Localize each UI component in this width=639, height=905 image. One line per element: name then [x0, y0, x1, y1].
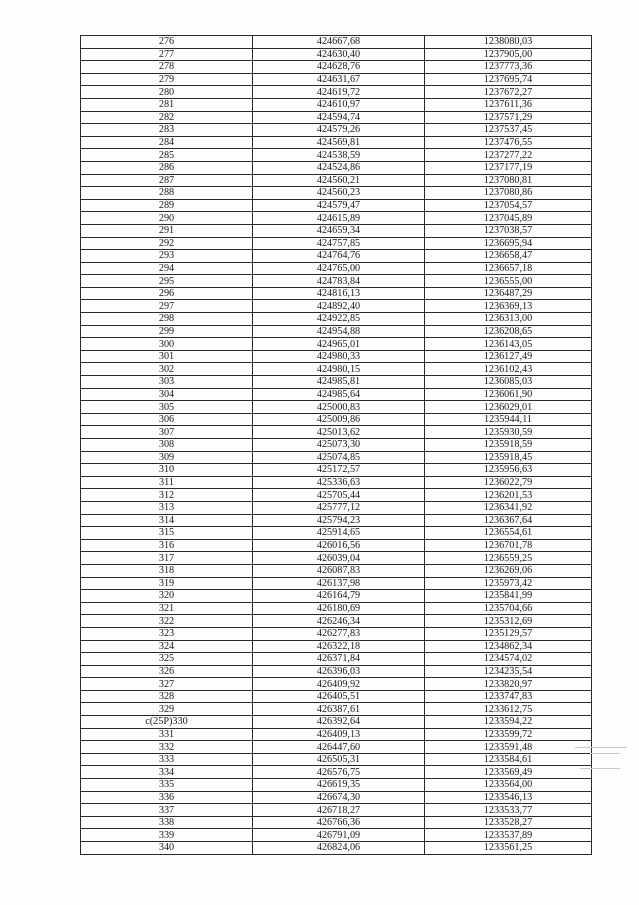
table-row — [81, 262, 592, 275]
x-coordinate-cell: 425009,86 — [253, 413, 425, 426]
x-coordinate-cell: 426576,75 — [253, 766, 425, 779]
y-coordinate-cell: 1233537,89 — [425, 829, 592, 842]
y-coordinate-cell: 1233561,25 — [425, 842, 592, 855]
y-coordinate-cell: 1233584,61 — [425, 753, 592, 766]
y-coordinate-cell: 1235918,59 — [425, 439, 592, 452]
x-coordinate-cell: 424560,21 — [253, 174, 425, 187]
y-coordinate-cell: 1236061,90 — [425, 388, 592, 401]
point-number-cell: 329 — [81, 703, 253, 716]
x-coordinate-cell: 426039,04 — [253, 552, 425, 565]
table-row — [81, 350, 592, 363]
x-coordinate-cell: 426447,60 — [253, 741, 425, 754]
point-number-cell: 337 — [81, 804, 253, 817]
x-coordinate-cell: 425000,83 — [253, 401, 425, 414]
x-coordinate-cell: 426016,56 — [253, 539, 425, 552]
table-row — [81, 766, 592, 779]
y-coordinate-cell: 1236658,47 — [425, 250, 592, 263]
y-coordinate-cell: 1237537,45 — [425, 124, 592, 137]
x-coordinate-cell: 424538,59 — [253, 149, 425, 162]
y-coordinate-cell: 1237045,89 — [425, 212, 592, 225]
point-number-cell: 279 — [81, 73, 253, 86]
y-coordinate-cell: 1236695,94 — [425, 237, 592, 250]
x-coordinate-cell: 426246,34 — [253, 615, 425, 628]
table-row — [81, 804, 592, 817]
point-number-cell: 300 — [81, 338, 253, 351]
table-row — [81, 325, 592, 338]
point-number-cell: 326 — [81, 665, 253, 678]
table-row — [81, 250, 592, 263]
x-coordinate-cell: 424628,76 — [253, 61, 425, 74]
y-coordinate-cell: 1233569,49 — [425, 766, 592, 779]
table-row — [81, 779, 592, 792]
point-number-cell: 294 — [81, 262, 253, 275]
x-coordinate-cell: 425336,63 — [253, 476, 425, 489]
y-coordinate-cell: 1236269,06 — [425, 564, 592, 577]
table-row — [81, 552, 592, 565]
x-coordinate-cell: 426137,98 — [253, 577, 425, 590]
table-row — [81, 640, 592, 653]
x-coordinate-cell: 424985,81 — [253, 376, 425, 389]
point-number-cell: 322 — [81, 615, 253, 628]
table-row — [81, 237, 592, 250]
x-coordinate-cell: 425914,65 — [253, 527, 425, 540]
y-coordinate-cell: 1233612,75 — [425, 703, 592, 716]
x-coordinate-cell: 424615,89 — [253, 212, 425, 225]
y-coordinate-cell: 1233599,72 — [425, 728, 592, 741]
table-row — [81, 627, 592, 640]
scan-artifact — [590, 753, 620, 754]
y-coordinate-cell: 1233747,83 — [425, 690, 592, 703]
point-number-cell: 324 — [81, 640, 253, 653]
point-number-cell: 332 — [81, 741, 253, 754]
x-coordinate-cell: 426277,83 — [253, 627, 425, 640]
table-row — [81, 98, 592, 111]
table-row — [81, 426, 592, 439]
x-coordinate-cell: 426387,61 — [253, 703, 425, 716]
y-coordinate-cell: 1236341,92 — [425, 501, 592, 514]
point-number-cell: 334 — [81, 766, 253, 779]
y-coordinate-cell: 1236143,05 — [425, 338, 592, 351]
table-row — [81, 61, 592, 74]
y-coordinate-cell: 1234235,54 — [425, 665, 592, 678]
point-number-cell: 303 — [81, 376, 253, 389]
point-number-cell: 314 — [81, 514, 253, 527]
point-number-cell: 302 — [81, 363, 253, 376]
x-coordinate-cell: 424631,67 — [253, 73, 425, 86]
point-number-cell: 276 — [81, 36, 253, 49]
table-row — [81, 564, 592, 577]
point-number-cell: 309 — [81, 451, 253, 464]
table-row — [81, 313, 592, 326]
y-coordinate-cell: 1233564,00 — [425, 779, 592, 792]
x-coordinate-cell: 424569,81 — [253, 136, 425, 149]
point-number-cell: 295 — [81, 275, 253, 288]
point-number-cell: 293 — [81, 250, 253, 263]
point-number-cell: 312 — [81, 489, 253, 502]
table-row — [81, 199, 592, 212]
x-coordinate-cell: 426824,06 — [253, 842, 425, 855]
table-row — [81, 86, 592, 99]
y-coordinate-cell: 1237773,36 — [425, 61, 592, 74]
x-coordinate-cell: 424524,86 — [253, 161, 425, 174]
y-coordinate-cell: 1233820,97 — [425, 678, 592, 691]
y-coordinate-cell: 1236127,49 — [425, 350, 592, 363]
table-row — [81, 514, 592, 527]
point-number-cell: 310 — [81, 464, 253, 477]
x-coordinate-cell: 424783,84 — [253, 275, 425, 288]
point-number-cell: 316 — [81, 539, 253, 552]
y-coordinate-cell: 1233591,48 — [425, 741, 592, 754]
x-coordinate-cell: 424892,40 — [253, 300, 425, 313]
x-coordinate-cell: 425013,62 — [253, 426, 425, 439]
coordinates-table — [80, 35, 592, 855]
y-coordinate-cell: 1236102,43 — [425, 363, 592, 376]
table-row — [81, 464, 592, 477]
x-coordinate-cell: 425705,44 — [253, 489, 425, 502]
point-number-cell: 318 — [81, 564, 253, 577]
y-coordinate-cell: 1233528,27 — [425, 816, 592, 829]
point-number-cell: 277 — [81, 48, 253, 61]
table-row — [81, 615, 592, 628]
table-row — [81, 401, 592, 414]
x-coordinate-cell: 424980,33 — [253, 350, 425, 363]
point-number-cell: 284 — [81, 136, 253, 149]
y-coordinate-cell: 1235841,99 — [425, 590, 592, 603]
y-coordinate-cell: 1237038,57 — [425, 224, 592, 237]
x-coordinate-cell: 426791,09 — [253, 829, 425, 842]
point-number-cell: 289 — [81, 199, 253, 212]
y-coordinate-cell: 1237080,81 — [425, 174, 592, 187]
x-coordinate-cell: 424630,40 — [253, 48, 425, 61]
x-coordinate-cell: 426409,13 — [253, 728, 425, 741]
x-coordinate-cell: 424560,23 — [253, 187, 425, 200]
y-coordinate-cell: 1236701,78 — [425, 539, 592, 552]
y-coordinate-cell: 1238080,03 — [425, 36, 592, 49]
table-row — [81, 690, 592, 703]
point-number-cell: 323 — [81, 627, 253, 640]
table-row — [81, 212, 592, 225]
point-number-cell: 282 — [81, 111, 253, 124]
x-coordinate-cell: 425172,57 — [253, 464, 425, 477]
point-number-cell: 281 — [81, 98, 253, 111]
point-number-cell: 280 — [81, 86, 253, 99]
y-coordinate-cell: 1235704,66 — [425, 602, 592, 615]
table-row — [81, 816, 592, 829]
y-coordinate-cell: 1236554,61 — [425, 527, 592, 540]
x-coordinate-cell: 424610,97 — [253, 98, 425, 111]
point-number-cell: 336 — [81, 791, 253, 804]
coordinates-table-body — [81, 36, 592, 855]
point-number-cell: 317 — [81, 552, 253, 565]
table-row — [81, 791, 592, 804]
y-coordinate-cell: 1236085,03 — [425, 376, 592, 389]
table-row — [81, 73, 592, 86]
table-row — [81, 577, 592, 590]
point-number-cell: 297 — [81, 300, 253, 313]
table-row — [81, 439, 592, 452]
table-row — [81, 741, 592, 754]
point-number-cell: 306 — [81, 413, 253, 426]
y-coordinate-cell: 1236022,79 — [425, 476, 592, 489]
table-row — [81, 136, 592, 149]
point-number-cell: 340 — [81, 842, 253, 855]
point-number-cell: c(25P)330 — [81, 716, 253, 729]
y-coordinate-cell: 1237672,27 — [425, 86, 592, 99]
table-row — [81, 602, 592, 615]
table-row — [81, 753, 592, 766]
y-coordinate-cell: 1237080,86 — [425, 187, 592, 200]
y-coordinate-cell: 1237054,57 — [425, 199, 592, 212]
x-coordinate-cell: 426087,83 — [253, 564, 425, 577]
point-number-cell: 290 — [81, 212, 253, 225]
y-coordinate-cell: 1236208,65 — [425, 325, 592, 338]
table-row — [81, 111, 592, 124]
point-number-cell: 328 — [81, 690, 253, 703]
table-row — [81, 451, 592, 464]
x-coordinate-cell: 424985,64 — [253, 388, 425, 401]
table-row — [81, 728, 592, 741]
table-row — [81, 300, 592, 313]
point-number-cell: 325 — [81, 653, 253, 666]
point-number-cell: 311 — [81, 476, 253, 489]
point-number-cell: 320 — [81, 590, 253, 603]
table-row — [81, 36, 592, 49]
table-row — [81, 149, 592, 162]
y-coordinate-cell: 1235312,69 — [425, 615, 592, 628]
table-row — [81, 842, 592, 855]
table-row — [81, 287, 592, 300]
y-coordinate-cell: 1233594,22 — [425, 716, 592, 729]
y-coordinate-cell: 1236201,53 — [425, 489, 592, 502]
y-coordinate-cell: 1235918,45 — [425, 451, 592, 464]
table-row — [81, 161, 592, 174]
table-row — [81, 338, 592, 351]
scan-artifact — [580, 768, 620, 769]
table-row — [81, 539, 592, 552]
table-row — [81, 716, 592, 729]
x-coordinate-cell: 426674,30 — [253, 791, 425, 804]
point-number-cell: 288 — [81, 187, 253, 200]
table-row — [81, 376, 592, 389]
scan-artifact — [575, 747, 627, 748]
x-coordinate-cell: 426718,27 — [253, 804, 425, 817]
table-row — [81, 413, 592, 426]
table-row — [81, 653, 592, 666]
x-coordinate-cell: 424980,15 — [253, 363, 425, 376]
x-coordinate-cell: 424594,74 — [253, 111, 425, 124]
y-coordinate-cell: 1234862,34 — [425, 640, 592, 653]
y-coordinate-cell: 1237905,00 — [425, 48, 592, 61]
x-coordinate-cell: 426392,64 — [253, 716, 425, 729]
table-row — [81, 124, 592, 137]
table-row — [81, 224, 592, 237]
table-row — [81, 363, 592, 376]
table-row — [81, 489, 592, 502]
y-coordinate-cell: 1236487,29 — [425, 287, 592, 300]
point-number-cell: 283 — [81, 124, 253, 137]
x-coordinate-cell: 426766,36 — [253, 816, 425, 829]
y-coordinate-cell: 1233533,77 — [425, 804, 592, 817]
point-number-cell: 296 — [81, 287, 253, 300]
point-number-cell: 321 — [81, 602, 253, 615]
x-coordinate-cell: 426164,79 — [253, 590, 425, 603]
point-number-cell: 335 — [81, 779, 253, 792]
y-coordinate-cell: 1235129,57 — [425, 627, 592, 640]
y-coordinate-cell: 1236029,01 — [425, 401, 592, 414]
x-coordinate-cell: 424659,34 — [253, 224, 425, 237]
x-coordinate-cell: 425777,12 — [253, 501, 425, 514]
table-row — [81, 187, 592, 200]
x-coordinate-cell: 424954,88 — [253, 325, 425, 338]
x-coordinate-cell: 424765,00 — [253, 262, 425, 275]
y-coordinate-cell: 1236559,25 — [425, 552, 592, 565]
point-number-cell: 305 — [81, 401, 253, 414]
table-row — [81, 388, 592, 401]
y-coordinate-cell: 1237611,36 — [425, 98, 592, 111]
table-row — [81, 48, 592, 61]
x-coordinate-cell: 425074,85 — [253, 451, 425, 464]
point-number-cell: 308 — [81, 439, 253, 452]
point-number-cell: 338 — [81, 816, 253, 829]
y-coordinate-cell: 1237695,74 — [425, 73, 592, 86]
point-number-cell: 286 — [81, 161, 253, 174]
y-coordinate-cell: 1236313,00 — [425, 313, 592, 326]
x-coordinate-cell: 425794,23 — [253, 514, 425, 527]
table-row — [81, 678, 592, 691]
table-row — [81, 275, 592, 288]
point-number-cell: 333 — [81, 753, 253, 766]
x-coordinate-cell: 424667,68 — [253, 36, 425, 49]
x-coordinate-cell: 424816,13 — [253, 287, 425, 300]
point-number-cell: 287 — [81, 174, 253, 187]
y-coordinate-cell: 1237277,22 — [425, 149, 592, 162]
x-coordinate-cell: 426405,51 — [253, 690, 425, 703]
point-number-cell: 307 — [81, 426, 253, 439]
y-coordinate-cell: 1235956,63 — [425, 464, 592, 477]
x-coordinate-cell: 426396,03 — [253, 665, 425, 678]
x-coordinate-cell: 426409,92 — [253, 678, 425, 691]
y-coordinate-cell: 1237476,55 — [425, 136, 592, 149]
table-row — [81, 527, 592, 540]
x-coordinate-cell: 424579,47 — [253, 199, 425, 212]
x-coordinate-cell: 424619,72 — [253, 86, 425, 99]
y-coordinate-cell: 1236657,18 — [425, 262, 592, 275]
x-coordinate-cell: 424764,76 — [253, 250, 425, 263]
y-coordinate-cell: 1236367,64 — [425, 514, 592, 527]
x-coordinate-cell: 424922,85 — [253, 313, 425, 326]
point-number-cell: 339 — [81, 829, 253, 842]
table-row — [81, 665, 592, 678]
x-coordinate-cell: 426180,69 — [253, 602, 425, 615]
x-coordinate-cell: 424965,01 — [253, 338, 425, 351]
x-coordinate-cell: 424757,85 — [253, 237, 425, 250]
x-coordinate-cell: 425073,30 — [253, 439, 425, 452]
point-number-cell: 327 — [81, 678, 253, 691]
table-row — [81, 703, 592, 716]
y-coordinate-cell: 1235973,42 — [425, 577, 592, 590]
table-row — [81, 590, 592, 603]
table-row — [81, 174, 592, 187]
point-number-cell: 292 — [81, 237, 253, 250]
point-number-cell: 285 — [81, 149, 253, 162]
point-number-cell: 313 — [81, 501, 253, 514]
point-number-cell: 304 — [81, 388, 253, 401]
x-coordinate-cell: 426619,35 — [253, 779, 425, 792]
x-coordinate-cell: 426322,18 — [253, 640, 425, 653]
table-row — [81, 476, 592, 489]
x-coordinate-cell: 426371,84 — [253, 653, 425, 666]
y-coordinate-cell: 1236369,13 — [425, 300, 592, 313]
point-number-cell: 315 — [81, 527, 253, 540]
point-number-cell: 278 — [81, 61, 253, 74]
point-number-cell: 299 — [81, 325, 253, 338]
table-row — [81, 829, 592, 842]
y-coordinate-cell: 1236555,00 — [425, 275, 592, 288]
point-number-cell: 331 — [81, 728, 253, 741]
point-number-cell: 291 — [81, 224, 253, 237]
point-number-cell: 301 — [81, 350, 253, 363]
y-coordinate-cell: 1235944,11 — [425, 413, 592, 426]
y-coordinate-cell: 1237571,29 — [425, 111, 592, 124]
point-number-cell: 298 — [81, 313, 253, 326]
y-coordinate-cell: 1237177,19 — [425, 161, 592, 174]
table-row — [81, 501, 592, 514]
y-coordinate-cell: 1233546,13 — [425, 791, 592, 804]
x-coordinate-cell: 426505,31 — [253, 753, 425, 766]
y-coordinate-cell: 1234574,02 — [425, 653, 592, 666]
y-coordinate-cell: 1235930,59 — [425, 426, 592, 439]
x-coordinate-cell: 424579,26 — [253, 124, 425, 137]
point-number-cell: 319 — [81, 577, 253, 590]
